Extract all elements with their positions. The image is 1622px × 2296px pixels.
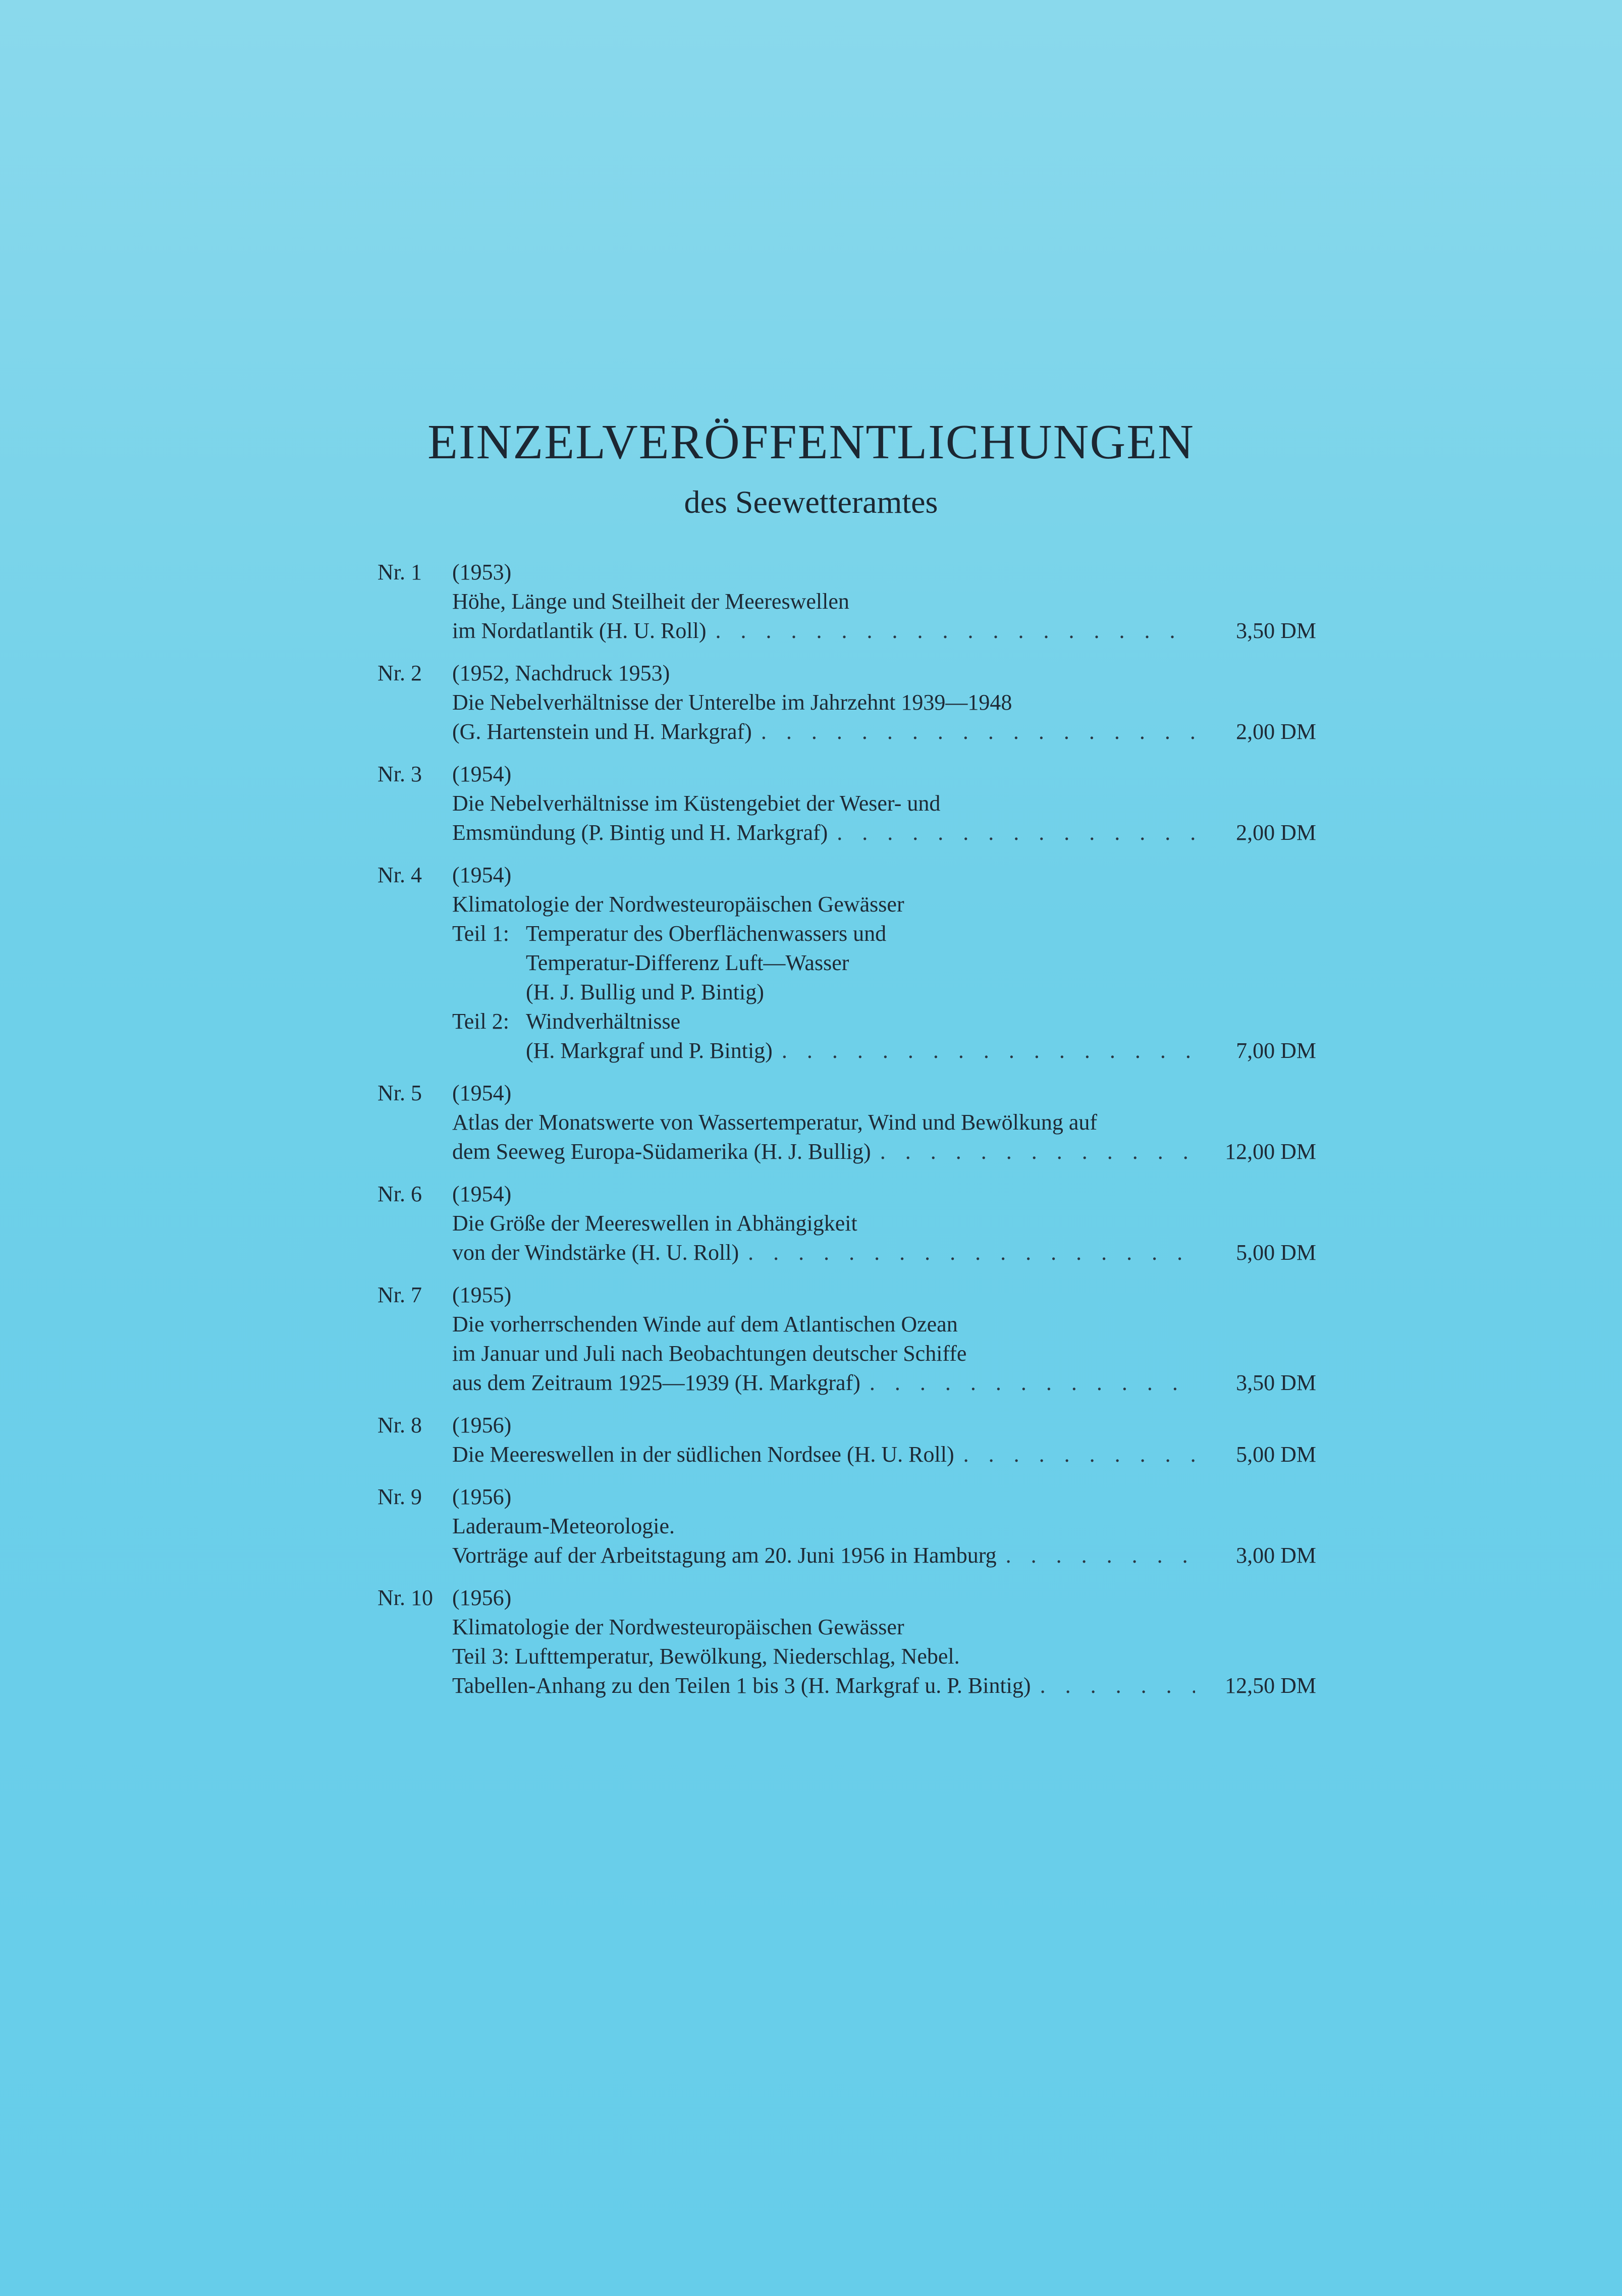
- entry-header: [377, 1411, 1316, 1440]
- publication-list: [377, 558, 1316, 1714]
- entry-text-line: Klimatologie der Nordwesteuropäischen Gewässer: [452, 892, 904, 917]
- entry-text-line: von der Windstärke (H. U. Roll): [452, 1240, 739, 1265]
- entry-number: Nr. 6: [377, 1182, 422, 1206]
- entry-number: Nr. 2: [377, 661, 422, 685]
- entry-text-line: im Januar und Juli nach Beobachtungen deutscher Schiffe: [452, 1341, 967, 1366]
- entry-year: (1954): [452, 863, 512, 887]
- list-item: [377, 760, 1316, 847]
- entry-number: Nr. 9: [377, 1484, 422, 1509]
- entry-text-line: Atlas der Monatswerte von Wassertemperatur, Wind und Bewölkung auf: [452, 1110, 1097, 1135]
- entry-price: 12,00 DM: [1225, 1139, 1316, 1164]
- entry-text-line: im Nordatlantik (H. U. Roll): [452, 618, 707, 643]
- entry-text-line: Emsmündung (P. Bintig und H. Markgraf): [452, 820, 828, 845]
- entry-price: 3,50 DM: [1236, 618, 1316, 643]
- entry-price-line: [377, 1238, 1316, 1267]
- entry-year: (1955): [452, 1283, 512, 1307]
- page-subtitle: des Seewetteramtes: [684, 484, 938, 520]
- list-item: [377, 861, 1316, 1065]
- entry-price: 3,50 DM: [1236, 1370, 1316, 1395]
- teil-label: Teil 2:: [452, 1009, 510, 1034]
- entry-price-line: [377, 1671, 1316, 1700]
- entry-text-line: aus dem Zeitraum 1925—1939 (H. Markgraf): [452, 1370, 860, 1395]
- entry-text-line: Windverhältnisse: [526, 1009, 681, 1034]
- entry-header: [377, 1482, 1316, 1512]
- entry-year: (1954): [452, 1081, 512, 1105]
- entry-text-line: dem Seeweg Europa-Südamerika (H. J. Bullig): [452, 1139, 871, 1164]
- entry-year: (1956): [452, 1484, 512, 1509]
- entry-price: 3,00 DM: [1236, 1543, 1316, 1568]
- list-item: [377, 1180, 1316, 1267]
- leader-dots: [880, 1137, 1195, 1166]
- entry-text-line: Klimatologie der Nordwesteuropäischen Gewässer: [452, 1615, 904, 1639]
- leader-dots: [716, 616, 1196, 646]
- leader-dots: [782, 1036, 1195, 1065]
- entry-text-line: Die Nebelverhältnisse der Unterelbe im Jahrzehnt 1939—1948: [452, 690, 1012, 715]
- entry-text-line: Temperatur des Oberflächenwassers und: [526, 921, 887, 946]
- entry-year: (1952, Nachdruck 1953): [452, 661, 670, 685]
- leader-dots: [837, 818, 1195, 847]
- entry-year: (1954): [452, 762, 512, 786]
- leader-dots: [761, 717, 1195, 746]
- entry-year: (1956): [452, 1413, 512, 1437]
- entry-header: [377, 558, 1316, 587]
- entry-price-line: [377, 1137, 1316, 1166]
- entry-text-line: Die Meereswellen in der südlichen Nordsee (H. U. Roll): [452, 1442, 954, 1467]
- entry-price-line: [377, 818, 1316, 847]
- entry-price: 5,00 DM: [1236, 1240, 1316, 1265]
- entry-header: [377, 1180, 1316, 1209]
- leader-dots: [1040, 1671, 1195, 1700]
- entry-price: 2,00 DM: [1236, 719, 1316, 744]
- entry-number: Nr. 4: [377, 863, 422, 887]
- entry-number: Nr. 10: [377, 1585, 433, 1610]
- entry-text-line: Vorträge auf der Arbeitstagung am 20. Juni 1956 in Hamburg: [452, 1543, 997, 1568]
- teil-line: [377, 1007, 1316, 1036]
- entry-price: 5,00 DM: [1236, 1442, 1316, 1467]
- entry-number: Nr. 8: [377, 1413, 422, 1437]
- entry-price-line: [377, 1036, 1316, 1065]
- entry-number: Nr. 1: [377, 560, 422, 584]
- entry-text-line: (H. Markgraf und P. Bintig): [526, 1038, 773, 1063]
- entry-number: Nr. 3: [377, 762, 422, 786]
- list-item: [377, 1583, 1316, 1700]
- list-item: [377, 558, 1316, 646]
- list-item: [377, 1411, 1316, 1469]
- entry-price-line: [377, 1440, 1316, 1469]
- entry-text-line: (G. Hartenstein und H. Markgraf): [452, 719, 752, 744]
- entry-year: (1953): [452, 560, 512, 584]
- list-item: [377, 659, 1316, 746]
- entry-header: [377, 659, 1316, 688]
- leader-dots: [963, 1440, 1195, 1469]
- page-title: EINZELVERÖFFENTLICHUNGEN: [427, 415, 1195, 469]
- entry-text-line: Laderaum-Meteorologie.: [452, 1514, 675, 1538]
- entry-text-line: (H. J. Bullig und P. Bintig): [526, 980, 764, 1004]
- list-item: [377, 1482, 1316, 1570]
- entry-header: [377, 1280, 1316, 1310]
- entry-price-line: [377, 616, 1316, 646]
- entry-year: (1956): [452, 1585, 512, 1610]
- entry-header: [377, 861, 1316, 890]
- entry-header: [377, 1583, 1316, 1613]
- entry-price: 2,00 DM: [1236, 820, 1316, 845]
- entry-price: 12,50 DM: [1225, 1673, 1316, 1698]
- entry-number: Nr. 7: [377, 1283, 422, 1307]
- entry-text-line: Teil 3: Lufttemperatur, Bewölkung, Niederschlag, Nebel.: [452, 1644, 960, 1669]
- entry-number: Nr. 5: [377, 1081, 422, 1105]
- entry-header: [377, 1079, 1316, 1108]
- leader-dots: [748, 1238, 1195, 1267]
- entry-header: [377, 760, 1316, 789]
- entry-text-line: Die Nebelverhältnisse im Küstengebiet der Weser- und: [452, 791, 941, 816]
- list-item: [377, 1280, 1316, 1398]
- entry-price: 7,00 DM: [1236, 1038, 1316, 1063]
- entry-year: (1954): [452, 1182, 512, 1206]
- teil-label: Teil 1:: [452, 921, 510, 946]
- entry-text-line: Höhe, Länge und Steilheit der Meereswellen: [452, 589, 849, 614]
- leader-dots: [870, 1368, 1195, 1398]
- entry-price-line: [377, 1368, 1316, 1398]
- teil-line: [377, 919, 1316, 948]
- entry-price-line: [377, 1541, 1316, 1570]
- list-item: [377, 1079, 1316, 1166]
- leader-dots: [1006, 1541, 1195, 1570]
- entry-text-line: Die Größe der Meereswellen in Abhängigkeit: [452, 1211, 857, 1236]
- entry-text-line: Tabellen-Anhang zu den Teilen 1 bis 3 (H. Markgraf u. P. Bintig): [452, 1673, 1031, 1698]
- entry-text-line: Die vorherrschenden Winde auf dem Atlantischen Ozean: [452, 1312, 958, 1337]
- entry-price-line: [377, 717, 1316, 746]
- entry-text-line: Temperatur-Differenz Luft—Wasser: [526, 950, 849, 975]
